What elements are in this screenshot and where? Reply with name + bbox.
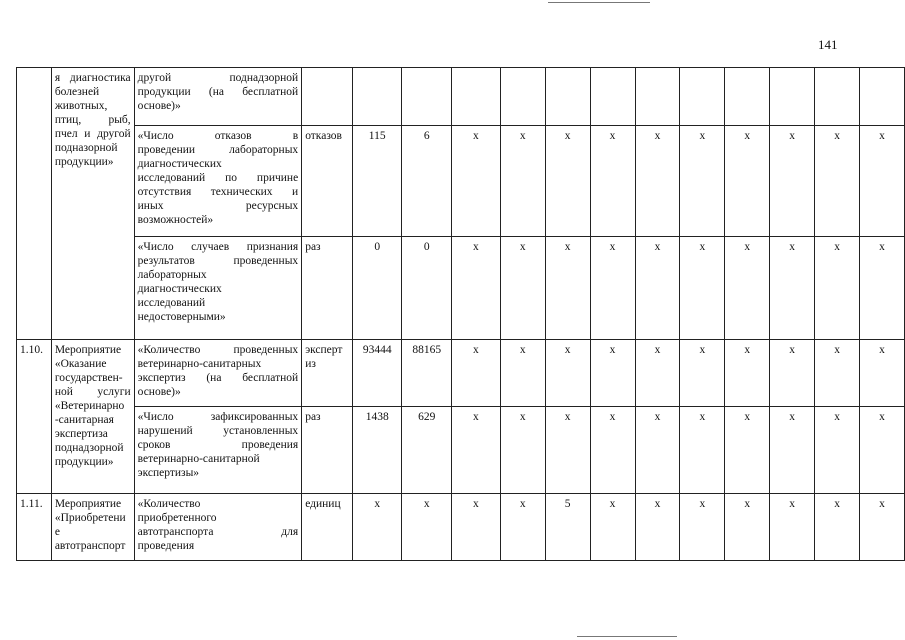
cell-line: ной услуги (54, 386, 131, 398)
cell-line: экспертиз (на бесплатной (137, 372, 299, 384)
x-cell: х (815, 340, 860, 407)
cell-line: лабораторных (137, 269, 207, 281)
cell-line: нарушений установленных (137, 425, 299, 437)
x-cell: х (725, 340, 770, 407)
cell-line: экспертиза (54, 428, 108, 440)
x-cell: х (680, 340, 725, 407)
page-number: 141 (818, 37, 838, 52)
x-cell: х (770, 407, 815, 494)
table-row (17, 494, 905, 561)
value-cell: 1438 (352, 407, 402, 494)
unit-cell (302, 68, 353, 126)
x-cell: х (680, 237, 725, 340)
x-cell: х (815, 407, 860, 494)
cell-line: Мероприятие (54, 498, 122, 510)
x-cell: х (590, 494, 635, 561)
row-number-cell: 1.10. (17, 340, 52, 494)
scan-artifact-bottom (577, 636, 677, 637)
x-cell: х (545, 407, 590, 494)
x-cell: х (545, 126, 590, 237)
event-cell (51, 340, 134, 494)
cell-line: продукции (на бесплатной (137, 86, 299, 98)
unit-cell: единиц (302, 494, 353, 561)
cell-line: я диагностика (54, 72, 131, 84)
row-number-cell (17, 68, 52, 340)
x-cell: х (635, 407, 680, 494)
x-cell (860, 68, 905, 126)
cell-line: подназорной (54, 142, 118, 154)
scan-artifact-top (548, 2, 650, 3)
x-cell: х (770, 237, 815, 340)
x-cell: х (860, 494, 905, 561)
indicator-cell (134, 407, 302, 494)
cell-line: «Количество (137, 498, 201, 510)
x-cell: х (590, 126, 635, 237)
value-cell: 88165 (402, 340, 452, 407)
x-cell: х (500, 407, 545, 494)
table-row (17, 237, 905, 340)
cell-line: ветеринарно-санитарной (137, 453, 260, 465)
cell-line: животных, (54, 100, 108, 112)
x-cell: х (590, 237, 635, 340)
cell-line: -санитарная (54, 414, 114, 426)
x-cell (635, 68, 680, 126)
x-cell (770, 68, 815, 126)
x-cell (452, 68, 501, 126)
cell-line: «Число отказов в (137, 130, 299, 142)
cell-line: «Количество проведенных (137, 344, 299, 356)
value-cell (352, 68, 402, 126)
cell-line: е (54, 526, 60, 538)
indicator-cell (134, 237, 302, 340)
x-cell: х (815, 494, 860, 561)
table-row (17, 340, 905, 407)
cell-line: продукции» (54, 456, 114, 468)
x-cell (815, 68, 860, 126)
table-body (17, 68, 905, 561)
value-cell: 6 (402, 126, 452, 237)
cell-line: диагностических (137, 158, 222, 170)
cell-line: проведения (137, 540, 195, 552)
x-cell: х (725, 237, 770, 340)
cell-line: исследований по причине (137, 172, 299, 184)
value-cell (402, 68, 452, 126)
x-cell: х (770, 126, 815, 237)
x-cell: х (500, 494, 545, 561)
cell-line: продукции» (54, 156, 114, 168)
cell-line: ветеринарно-санитарных (137, 358, 262, 370)
event-cell (51, 68, 134, 340)
cell-line: другой поднадзорной (137, 72, 299, 84)
row-number-cell: 1.11. (17, 494, 52, 561)
x-cell (545, 68, 590, 126)
x-cell: х (725, 126, 770, 237)
x-cell: х (500, 340, 545, 407)
unit-cell: раз (302, 407, 353, 494)
x-cell: х (590, 340, 635, 407)
x-cell: 5 (545, 494, 590, 561)
x-cell: х (500, 237, 545, 340)
cell-line: основе)» (137, 100, 181, 112)
cell-line: сроков проведения (137, 439, 299, 451)
unit-cell: раз (302, 237, 353, 340)
x-cell (590, 68, 635, 126)
table-row (17, 126, 905, 237)
x-cell: х (725, 494, 770, 561)
x-cell: х (635, 126, 680, 237)
x-cell: х (815, 237, 860, 340)
x-cell: х (635, 340, 680, 407)
cell-line: поднадзорной (54, 442, 124, 454)
cell-line: отсутствия технических и (137, 186, 299, 198)
x-cell: х (860, 340, 905, 407)
cell-line: основе)» (137, 386, 181, 398)
data-table (16, 67, 905, 561)
x-cell: х (452, 340, 501, 407)
cell-line: приобретенного (137, 512, 217, 524)
x-cell: х (680, 126, 725, 237)
x-cell (680, 68, 725, 126)
unit-cell: эксперт из (302, 340, 353, 407)
table-row (17, 68, 905, 126)
cell-line: птиц, рыб, (54, 114, 131, 126)
value-cell: 0 (402, 237, 452, 340)
x-cell: х (545, 340, 590, 407)
cell-line: возможностей» (137, 214, 214, 226)
x-cell: х (452, 494, 501, 561)
x-cell: х (680, 407, 725, 494)
cell-line: «Ветеринарно (54, 400, 125, 412)
x-cell: х (860, 407, 905, 494)
cell-line: «Оказание (54, 358, 107, 370)
cell-line: диагностических (137, 283, 222, 295)
x-cell: х (635, 237, 680, 340)
cell-line: «Приобретени (54, 512, 126, 524)
value-cell: 115 (352, 126, 402, 237)
x-cell: х (452, 237, 501, 340)
x-cell: х (590, 407, 635, 494)
indicator-cell (134, 340, 302, 407)
x-cell: х (815, 126, 860, 237)
cell-line: результатов проведенных (137, 255, 299, 267)
cell-line: Мероприятие (54, 344, 122, 356)
unit-cell: отказов (302, 126, 353, 237)
x-cell: х (725, 407, 770, 494)
indicator-cell (134, 126, 302, 237)
value-cell: 93444 (352, 340, 402, 407)
cell-line: автотранспорта для (137, 526, 299, 538)
x-cell: х (860, 126, 905, 237)
table-row (17, 407, 905, 494)
value-cell: х (402, 494, 452, 561)
cell-line: исследований (137, 297, 206, 309)
cell-line: автотранспорт (54, 540, 126, 552)
cell-line: пчел и другой (54, 128, 131, 140)
cell-line: экспертизы» (137, 467, 200, 479)
value-cell: 629 (402, 407, 452, 494)
x-cell: х (770, 340, 815, 407)
x-cell: х (635, 494, 680, 561)
x-cell: х (545, 237, 590, 340)
indicator-cell (134, 68, 302, 126)
indicator-cell (134, 494, 302, 561)
event-cell (51, 494, 134, 561)
x-cell: х (770, 494, 815, 561)
x-cell (725, 68, 770, 126)
x-cell: х (860, 237, 905, 340)
value-cell: 0 (352, 237, 402, 340)
cell-line: болезней (54, 86, 100, 98)
x-cell (500, 68, 545, 126)
cell-line: проведении лабораторных (137, 144, 299, 156)
cell-line: иных ресурсных (137, 200, 299, 212)
cell-line: недостоверными» (137, 311, 226, 323)
x-cell: х (452, 407, 501, 494)
cell-line: государствен- (54, 372, 123, 384)
x-cell: х (680, 494, 725, 561)
cell-line: «Число зафиксированных (137, 411, 299, 423)
cell-line: «Число случаев признания (137, 241, 299, 253)
value-cell: х (352, 494, 402, 561)
x-cell: х (452, 126, 501, 237)
x-cell: х (500, 126, 545, 237)
